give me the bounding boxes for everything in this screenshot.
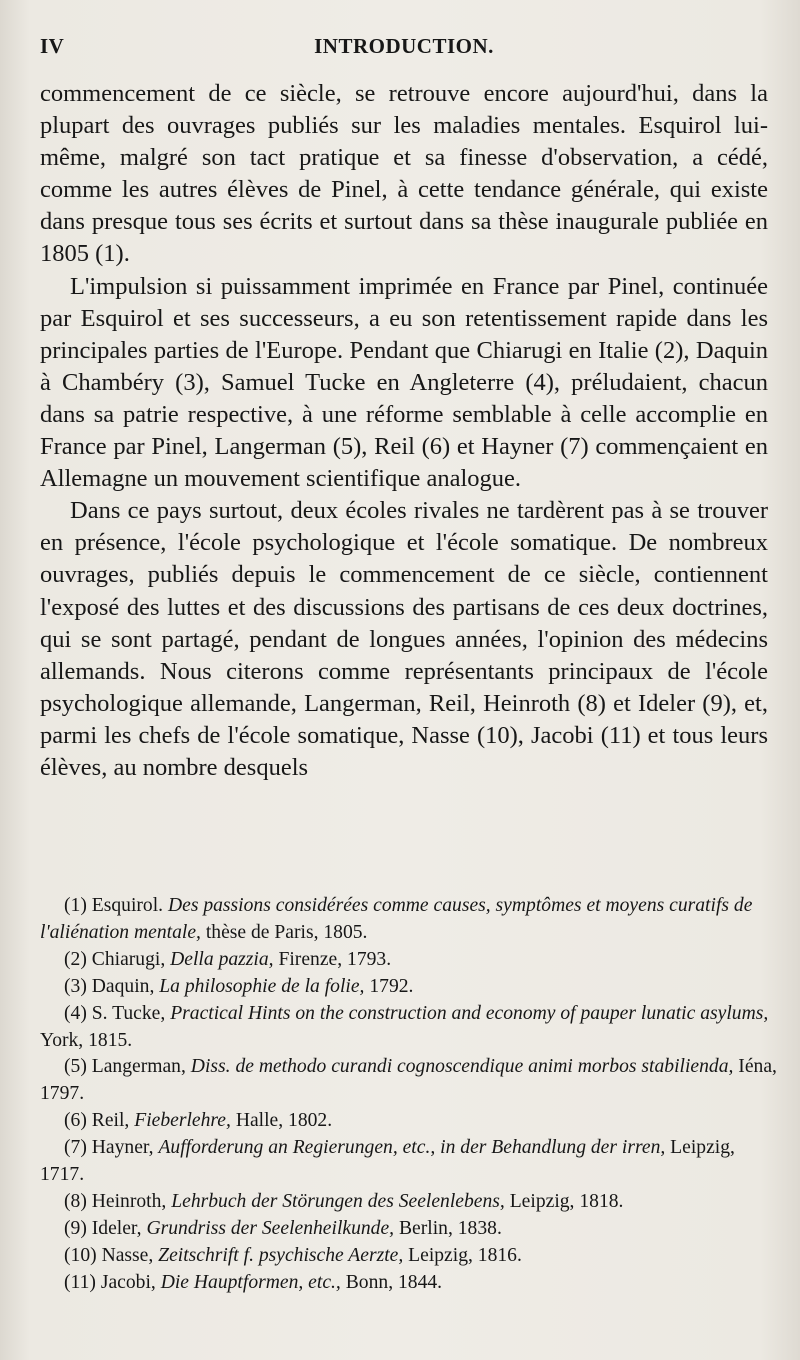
footnote: (7) Hayner, Aufforderung an Regierungen, etc., in der Behandlung der irren, Leipzig, 1717.: [40, 1137, 735, 1186]
footnote: (4) S. Tucke, Practical Hints on the construction and economy of pauper lunatic asylums, York, 1815.: [40, 1002, 769, 1051]
page-number: IV: [40, 34, 65, 58]
paragraph-continuation: commencement de ce siècle, se retrouve encore aujourd'hui, dans la plupart des ouvrages publiés sur les maladies mentales. Esquirol lui-même, malgré son tact pratique et sa finesse d'observation, a cédé, comme les autres élèves de Pinel, à cette tendance générale, qui existe dans presque tous ses écrits et surtout dans sa thèse inaugurale publiée en 1805 (1).: [40, 80, 768, 268]
footnote: (10) Nasse, Zeitschrift f. psychische Aerzte, Leipzig, 1816.: [64, 1244, 522, 1266]
footnote: (1) Esquirol. Des passions considérées comme causes, symptômes et moyens curatifs de l'aliénation mentale, thèse de Paris, 1805.: [40, 895, 753, 943]
paragraph: Dans ce pays surtout, deux écoles rivales ne tardèrent pas à se trouver en présence, l'école psychologique et l'école somatique. De nombreux ouvrages, publiés depuis le commencement de ce siècle, contiennent l'exposé des luttes et des discussions des partisans de ces deux doctrines, qui se sont partagé, pendant de longues années, l'opinion des médecins allemands. Nous citerons comme représentants principaux de l'école psychologique allemande, Langerman, Reil, Heinroth (8) et Ideler (9), et, parmi les chefs de l'école somatique, Nasse (10), Jacobi (11) et tous leurs élèves, au nombre desquels: [40, 497, 768, 781]
paragraph: L'impulsion si puissamment imprimée en France par Pinel, continuée par Esquirol et ses successeurs, a eu son retentissement rapide dans les principales parties de l'Europe. Pendant que Chiarugi en Italie (2), Daquin à Chambéry (3), Samuel Tucke en Angleterre (4), préludaient, chacun dans sa patrie respective, à une réforme semblable à celle accomplie en France par Pinel, Langerman (5), Reil (6) et Hayner (7) commençaient en Allemagne un mouvement scientifique analogue.: [40, 272, 768, 493]
footnote: (11) Jacobi, Die Hauptformen, etc., Bonn, 1844.: [64, 1271, 443, 1293]
footnote: (2) Chiarugi, Della pazzia, Firenze, 1793.: [64, 948, 392, 970]
footnote: (5) Langerman, Diss. de methodo curandi cognoscendique animi morbos stabilienda, Iéna, 1797.: [40, 1056, 777, 1105]
footnote: (8) Heinroth, Lehrbuch der Störungen des Seelenlebens, Leipzig, 1818.: [64, 1190, 624, 1212]
footnote: (3) Daquin, La philosophie de la folie, 1792.: [64, 975, 414, 997]
page-header: [40, 34, 768, 64]
footnote: (9) Ideler, Grundriss der Seelenheilkunde, Berlin, 1838.: [64, 1217, 502, 1239]
running-title: INTRODUCTION.: [314, 34, 494, 58]
footnote: (6) Reil, Fieberlehre, Halle, 1802.: [64, 1110, 333, 1132]
footnotes: [40, 893, 778, 1297]
body-text: [40, 78, 768, 784]
